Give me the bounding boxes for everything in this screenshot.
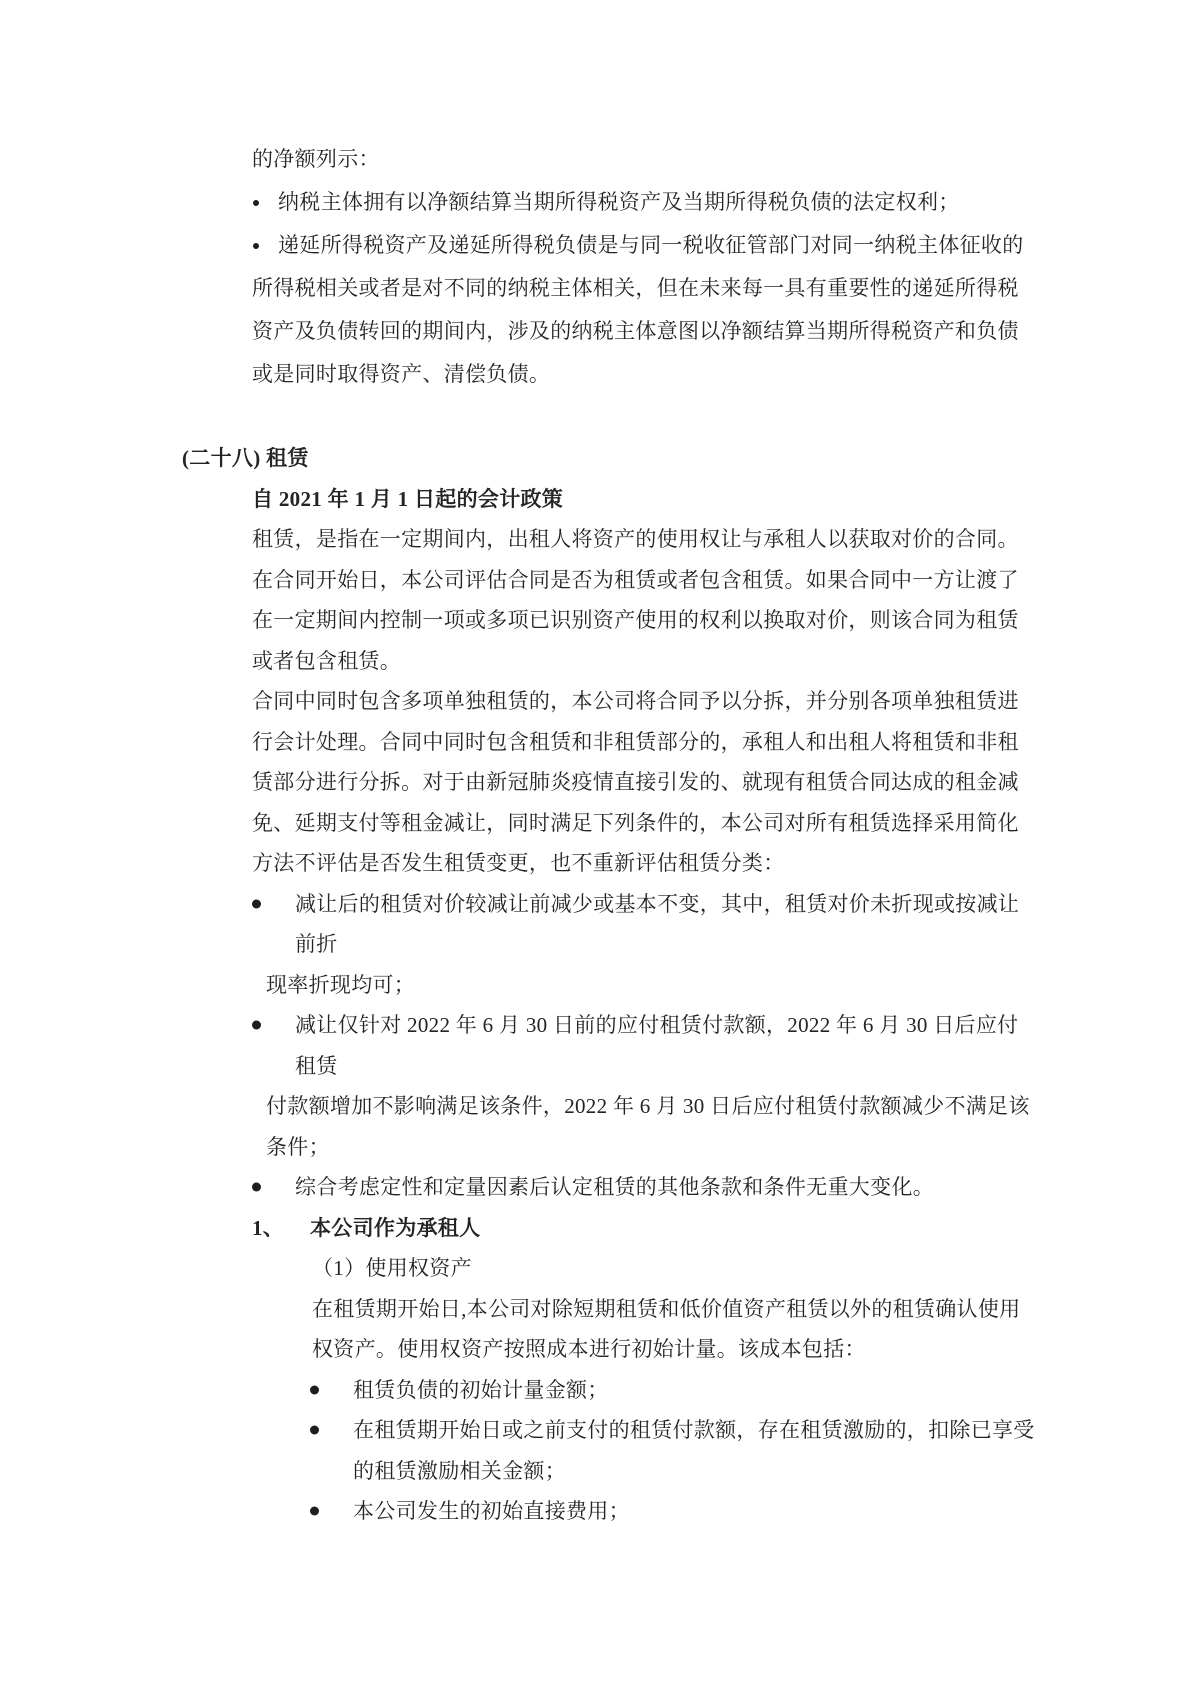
text-line <box>0 762 1200 803</box>
text-line <box>0 1127 1200 1168</box>
line-text: 现率折现均可； <box>266 972 416 997</box>
bullet-line <box>0 181 1200 224</box>
bullet-dot-icon <box>253 200 259 206</box>
line-text: 条件； <box>266 1134 330 1159</box>
bullet-dot-icon <box>252 1183 261 1192</box>
line-text: (二十八) 租赁 <box>182 446 309 470</box>
text-line <box>0 353 1200 396</box>
line-text: 方法不评估是否发生租赁变更，也不重新评估租赁分类： <box>252 851 785 875</box>
document-body <box>0 138 1200 1532</box>
line-text: （1）使用权资产 <box>312 1256 472 1280</box>
line-text: 本公司发生的初始直接费用； <box>353 1499 630 1523</box>
text-line <box>0 843 1200 884</box>
bullet-dot-icon <box>310 1426 319 1435</box>
line-text: 免、延期支付等租金减让，同时满足下列条件的，本公司对所有租赁选择采用简化 <box>252 810 1019 835</box>
line-text: 或是同时取得资产、清偿负债。 <box>252 362 551 386</box>
heading-line <box>0 1208 1200 1249</box>
text-line <box>0 1289 1200 1330</box>
bullet-line <box>0 224 1200 267</box>
bullet-line <box>0 1370 1200 1411</box>
line-text: 递延所得税资产及递延所得税负债是与同一税收征管部门对同一纳税主体征收的 <box>278 233 1024 257</box>
text-line <box>0 600 1200 641</box>
line-text: 合同中同时包含多项单独租赁的，本公司将合同予以分拆，并分别各项单独租赁进 <box>252 689 1019 713</box>
bullet-line <box>0 1410 1200 1451</box>
bullet-dot-icon <box>252 899 261 908</box>
text-line <box>0 965 1200 1006</box>
line-text: 在租赁期开始日,本公司对除短期租赁和低价值资产租赁以外的租赁确认使用 <box>312 1296 1021 1321</box>
line-text: 或者包含租赁。 <box>252 648 402 673</box>
line-text: 减让仅针对 2022 年 6 月 30 日前的应付租赁付款额，2022 年 6 月 30 日后应付 <box>295 1013 1019 1037</box>
text-line <box>0 641 1200 682</box>
line-text: 租赁，是指在一定期间内，出租人将资产的使用权让与承租人以获取对价的合同。 <box>252 527 1019 551</box>
list-number: 1、 <box>252 1215 285 1240</box>
line-text: 本公司作为承租人 <box>310 1215 481 1240</box>
line-text: 行会计处理。合同中同时包含租赁和非租赁部分的，承租人和出租人将租赁和非租 <box>252 729 1019 754</box>
line-text: 的净额列示： <box>252 147 380 171</box>
text-line <box>0 560 1200 601</box>
line-text: 租赁负债的初始计量金额； <box>353 1377 609 1402</box>
text-line <box>0 1451 1200 1492</box>
text-line <box>0 1046 1200 1087</box>
line-text: 所得税相关或者是对不同的纳税主体相关，但在未来每一具有重要性的递延所得税 <box>252 276 1019 300</box>
text-line <box>0 803 1200 844</box>
bullet-dot-icon <box>310 1385 319 1394</box>
heading-line <box>0 479 1200 520</box>
bullet-line <box>0 1491 1200 1532</box>
line-text: 在合同开始日，本公司评估合同是否为租赁或者包含租赁。如果合同中一方让渡了 <box>252 567 1019 592</box>
line-text: 的租赁激励相关金额； <box>353 1458 566 1483</box>
line-text: 租赁 <box>295 1053 338 1078</box>
line-text: 减让后的租赁对价较减让前减少或基本不变，其中，租赁对价未折现或按减让 <box>295 891 1020 916</box>
line-text: 赁部分进行分拆。对于由新冠肺炎疫情直接引发的、就现有租赁合同达成的租金减 <box>252 770 1019 794</box>
bullet-line <box>0 884 1200 925</box>
line-text: 权资产。使用权资产按照成本进行初始计量。该成本包括： <box>312 1337 866 1361</box>
text-line <box>0 267 1200 310</box>
bullet-line <box>0 1167 1200 1208</box>
text-line <box>0 310 1200 353</box>
line-text: 在一定期间内控制一项或多项已识别资产使用的权利以换取对价，则该合同为租赁 <box>252 608 1019 632</box>
text-line <box>0 681 1200 722</box>
text-line <box>0 519 1200 560</box>
bullet-dot-icon <box>252 1021 261 1030</box>
text-line <box>0 1086 1200 1127</box>
line-text: 纳税主体拥有以净额结算当期所得税资产及当期所得税负债的法定权利； <box>278 190 960 214</box>
line-text: 自 2021 年 1 月 1 日起的会计政策 <box>252 486 564 511</box>
heading-line <box>0 438 1200 479</box>
line-text: 付款额增加不影响满足该条件，2022 年 6 月 30 日后应付租赁付款额减少不满足该 <box>266 1094 1030 1118</box>
bullet-dot-icon <box>253 243 259 249</box>
line-text: 前折 <box>295 932 338 956</box>
text-line <box>0 1248 1200 1289</box>
line-text: 综合考虑定性和定量因素后认定租赁的其他条款和条件无重大变化。 <box>295 1175 934 1199</box>
text-line <box>0 138 1200 181</box>
bullet-dot-icon <box>310 1507 319 1516</box>
text-line <box>0 722 1200 763</box>
section-gap <box>0 396 1200 438</box>
bullet-line <box>0 1005 1200 1046</box>
text-line <box>0 1329 1200 1370</box>
line-text: 在租赁期开始日或之前支付的租赁付款额，存在租赁激励的，扣除已享受 <box>353 1418 1035 1442</box>
line-text: 资产及负债转回的期间内，涉及的纳税主体意图以净额结算当期所得税资产和负债 <box>252 319 1019 343</box>
text-line <box>0 924 1200 965</box>
